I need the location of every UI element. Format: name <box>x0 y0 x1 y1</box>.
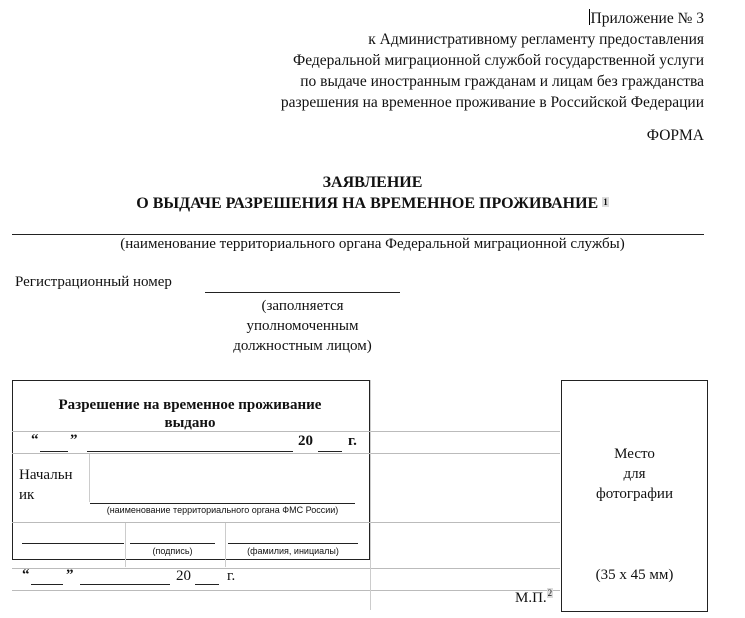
permit-heading-line-2: выдано <box>164 415 216 431</box>
column-divider <box>370 380 371 610</box>
quote-open: “ <box>31 432 39 448</box>
bottom-year-suffix: г. <box>227 568 236 584</box>
year-prefix: 20 <box>298 433 313 449</box>
stamp-label <box>515 590 553 607</box>
annex-line-3: Федеральной миграционной службой государственной услуги <box>293 52 704 69</box>
title-line-2 <box>0 194 745 214</box>
chief-label-line-2: ик <box>19 487 35 503</box>
footnote-1: 1 <box>603 197 608 207</box>
registration-note-line-2: уполномоченным <box>246 318 359 334</box>
registration-note-line-1: (заполняется <box>261 298 344 314</box>
permit-heading-line-1: Разрешение на временное проживание <box>58 397 322 413</box>
annex-line-1: Приложение № 3 <box>590 10 704 27</box>
signature-divider <box>125 523 126 567</box>
photo-size: (35 х 45 мм) <box>595 567 674 583</box>
form-label: ФОРМА <box>646 127 704 144</box>
footnote-2: 2 <box>547 588 553 598</box>
photo-line-2: для <box>623 466 646 482</box>
issue-month-field[interactable] <box>87 451 293 452</box>
registration-number-field[interactable] <box>205 292 400 293</box>
photo-placeholder <box>562 444 707 504</box>
annex-line-2: к Административному регламенту предоставления <box>368 31 704 48</box>
photo-line-1: Место <box>614 446 655 462</box>
year-suffix: г. <box>348 433 357 449</box>
name-caption: (фамилия, инициалы) <box>247 546 339 556</box>
authority-caption: (наименование территориального органа Федеральной миграционной службы) <box>120 236 625 252</box>
photo-line-3: фотографии <box>596 486 673 502</box>
row-divider <box>12 590 560 591</box>
bottom-quote-close: ” <box>66 567 74 583</box>
issue-day-field[interactable] <box>40 451 68 452</box>
chief-label <box>19 465 73 505</box>
bottom-day-field[interactable] <box>31 584 63 585</box>
title-line-1: ЗАЯВЛЕНИЕ <box>322 174 423 191</box>
row-divider <box>12 568 560 569</box>
bottom-month-field[interactable] <box>80 584 170 585</box>
text-cursor <box>589 9 590 25</box>
issue-year-field[interactable] <box>318 451 342 452</box>
fms-caption: (наименование территориального органа ФМС России) <box>106 505 339 515</box>
position-field[interactable] <box>22 543 124 544</box>
row-divider <box>12 522 560 523</box>
fms-name-field[interactable] <box>90 503 355 504</box>
annex-line-4: по выдаче иностранным гражданам и лицам без гражданства <box>300 73 704 90</box>
signature-divider <box>225 523 226 567</box>
registration-note-line-3: должностным лицом) <box>233 338 372 354</box>
name-field[interactable] <box>228 543 358 544</box>
stamp-text: М.П. <box>515 590 547 606</box>
signature-caption: (подпись) <box>152 546 193 556</box>
bottom-quote-open: “ <box>22 567 30 583</box>
signature-field[interactable] <box>130 543 215 544</box>
chief-label-line-1: Начальн <box>19 467 73 483</box>
registration-note <box>200 296 405 356</box>
bottom-year-field[interactable] <box>195 584 219 585</box>
permit-heading <box>14 396 366 432</box>
annex-line-5: разрешения на временное проживание в Российской Федерации <box>280 94 704 111</box>
row-divider <box>12 453 560 454</box>
chief-divider <box>89 454 90 502</box>
bottom-year-prefix: 20 <box>176 568 191 584</box>
registration-label: Регистрационный номер <box>15 274 172 290</box>
authority-line[interactable] <box>12 234 704 235</box>
quote-close: ” <box>70 432 78 448</box>
title-text: О ВЫДАЧЕ РАЗРЕШЕНИЯ НА ВРЕМЕННОЕ ПРОЖИВАНИЕ <box>136 195 599 212</box>
annex-header <box>281 8 704 113</box>
